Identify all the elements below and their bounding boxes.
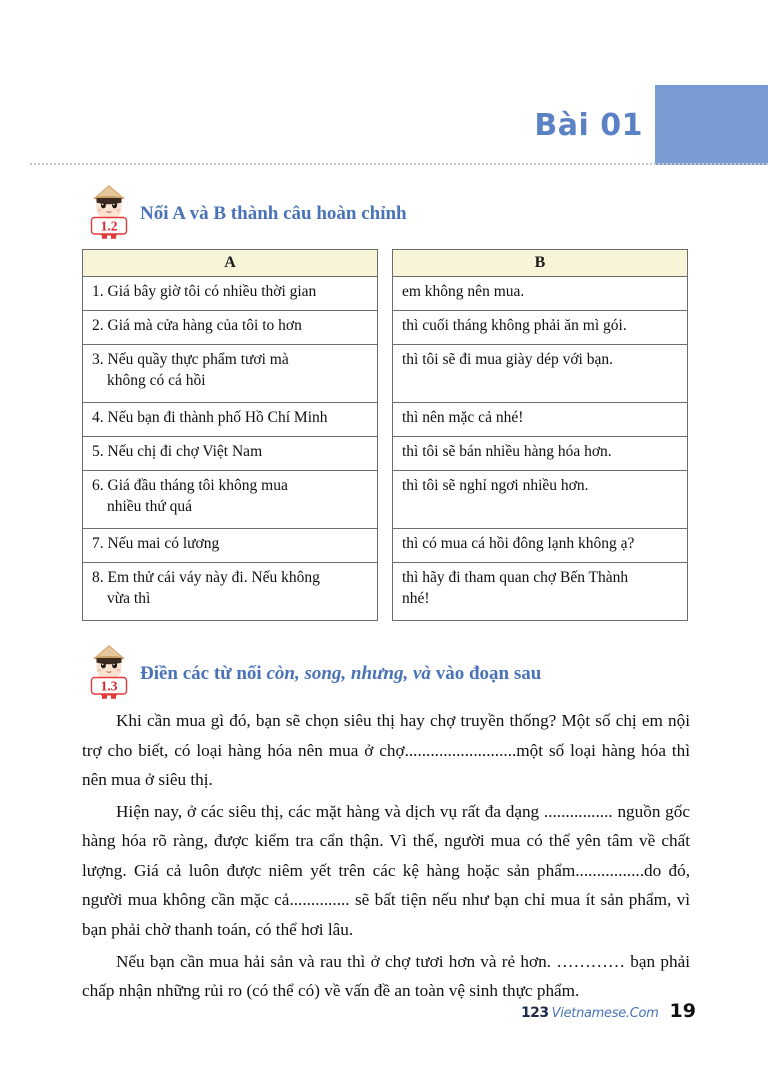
column-a-cell-3[interactable]: [83, 345, 378, 403]
column-a-cell-6[interactable]: [83, 471, 378, 529]
table-row[interactable]: [83, 529, 378, 563]
row-number: 4.: [92, 409, 104, 426]
column-a-cell-5[interactable]: [83, 437, 378, 471]
table-row[interactable]: [393, 345, 688, 403]
row-text: Nếu quầy thực phẩm tươi mà: [107, 351, 289, 368]
reading-passage: [82, 706, 690, 1008]
row-number: 1.: [92, 283, 104, 300]
column-b-cell-6[interactable]: thì tôi sẽ nghỉ ngơi nhiều hơn.: [393, 471, 688, 529]
column-a-header-row: [83, 250, 378, 277]
column-b-cell-8[interactable]: [393, 563, 688, 621]
table-row[interactable]: [83, 437, 378, 471]
row-text: Em thử cái váy này đi. Nếu không: [107, 569, 320, 586]
table-row[interactable]: [83, 311, 378, 345]
row-number: 3.: [92, 351, 104, 368]
section-title-1-3-connectors: còn, song, nhưng, và: [266, 663, 431, 684]
row-text: thì hãy đi tham quan chợ Bến Thành: [402, 569, 629, 586]
column-a-cell-1[interactable]: [83, 277, 378, 311]
column-b-cell-1[interactable]: em không nên mua.: [393, 277, 688, 311]
page-header: [0, 0, 768, 168]
vietnamese-boy-mascot-icon: [86, 643, 132, 699]
section-title-1-2: [140, 203, 407, 225]
row-text-line2: vừa thì: [107, 589, 151, 607]
column-b-table: [392, 249, 688, 621]
column-b-cell-3[interactable]: thì tôi sẽ đi mua giày dép với bạn.: [393, 345, 688, 403]
row-number: 7.: [92, 535, 104, 552]
row-text: Nếu mai có lương: [107, 535, 220, 552]
row-text-line2: không có cá hồi: [107, 371, 206, 389]
table-row[interactable]: [393, 277, 688, 311]
page-footer: [0, 1000, 768, 1036]
section-title-1-2-part: Nối A và B thành câu hoàn chỉnh: [140, 203, 407, 224]
mascot-icon-wrap-2: [82, 643, 134, 699]
page-number: 19: [669, 1000, 696, 1022]
passage-paragraph-3: Nếu bạn cần mua hải sản và rau thì ở chợ tươi hơn và rẻ hơn. ………… bạn phải chấp nhận những rủi ro (có thể có) về vấn đề an toàn vệ sinh thực phẩm.: [82, 951, 690, 1001]
column-b-cell-4[interactable]: thì nên mặc cả nhé!: [393, 403, 688, 437]
row-number: 2.: [92, 317, 104, 334]
row-number: 6.: [92, 477, 104, 494]
row-text: Nếu chị đi chợ Việt Nam: [107, 443, 263, 460]
vietnamese-boy-mascot-icon: [86, 183, 132, 239]
column-a-cell-8[interactable]: [83, 563, 378, 621]
section-number-1-3: 1.3: [100, 678, 118, 694]
table-row[interactable]: [83, 403, 378, 437]
row-number: 5.: [92, 443, 104, 460]
passage-paragraph-1: Khi cần mua gì đó, bạn sẽ chọn siêu thị hay chợ truyền thống? Một số chị em nội trợ cho biết, có loại hàng hóa nên mua ở chợ..........................một số loại hàng hóa thì nên mua ở siêu thị.: [82, 711, 690, 790]
header-accent-box: [655, 85, 768, 165]
table-row[interactable]: [83, 345, 378, 403]
column-a-table: [82, 249, 378, 621]
column-b-header-row: [393, 250, 688, 277]
column-a-header: A: [83, 250, 378, 277]
column-a-cell-2[interactable]: [83, 311, 378, 345]
table-row[interactable]: [393, 563, 688, 621]
column-b-cell-2[interactable]: thì cuối tháng không phải ăn mì gói.: [393, 311, 688, 345]
mascot-icon-wrap: [82, 183, 134, 239]
table-row[interactable]: [83, 471, 378, 529]
lesson-title: Bài 01: [534, 108, 643, 143]
passage-paragraph-2: Hiện nay, ở các siêu thị, các mặt hàng và dịch vụ rất đa dạng ................ nguồn gốc hàng hóa rõ ràng, được kiểm tra cẩn thận. Vì thế, người mua có thể yên tâm về chất lượng. Giá cả luôn được niêm yết trên các kệ hàng hoặc sản phẩm................do đó, người mua không cần mặc cả.............. sẽ bất tiện nếu như bạn chỉ mua ít sản phẩm, vì bạn phải chờ thanh toán, có thể hơi lâu.: [82, 801, 690, 940]
row-text: Giá bây giờ tôi có nhiều thời gian: [107, 283, 317, 300]
table-row[interactable]: [393, 311, 688, 345]
column-b-cell-7[interactable]: thì có mua cá hồi đông lạnh không ạ?: [393, 529, 688, 563]
row-text: Giá mà cửa hàng của tôi to hơn: [107, 317, 302, 334]
table-row[interactable]: [393, 403, 688, 437]
row-text-line2: nhiều thứ quá: [107, 497, 193, 515]
column-a-cell-7[interactable]: [83, 529, 378, 563]
column-b-cell-5[interactable]: thì tôi sẽ bán nhiều hàng hóa hơn.: [393, 437, 688, 471]
row-text: Giá đầu tháng tôi không mua: [107, 477, 288, 494]
table-row[interactable]: [83, 277, 378, 311]
column-a-cell-4[interactable]: [83, 403, 378, 437]
table-row[interactable]: [83, 563, 378, 621]
site-logo-word: Vietnamese.Com: [551, 1006, 659, 1021]
column-b-header: B: [393, 250, 688, 277]
row-text: Nếu bạn đi thành phố Hồ Chí Minh: [107, 409, 328, 426]
table-row[interactable]: [393, 529, 688, 563]
matching-exercise: [82, 249, 688, 621]
row-text-line2: nhé!: [402, 589, 430, 607]
site-logo-number: 123: [520, 1005, 549, 1021]
section-title-1-3-part-3: vào đoạn sau: [430, 663, 542, 684]
row-number: 8.: [92, 569, 104, 586]
header-divider: [30, 163, 768, 165]
section-number-1-2: 1.2: [100, 218, 118, 234]
section-title-1-3: [140, 663, 541, 685]
table-row[interactable]: [393, 437, 688, 471]
section-title-1-3-part-1: Điền các từ nối: [140, 663, 267, 684]
table-row[interactable]: [393, 471, 688, 529]
